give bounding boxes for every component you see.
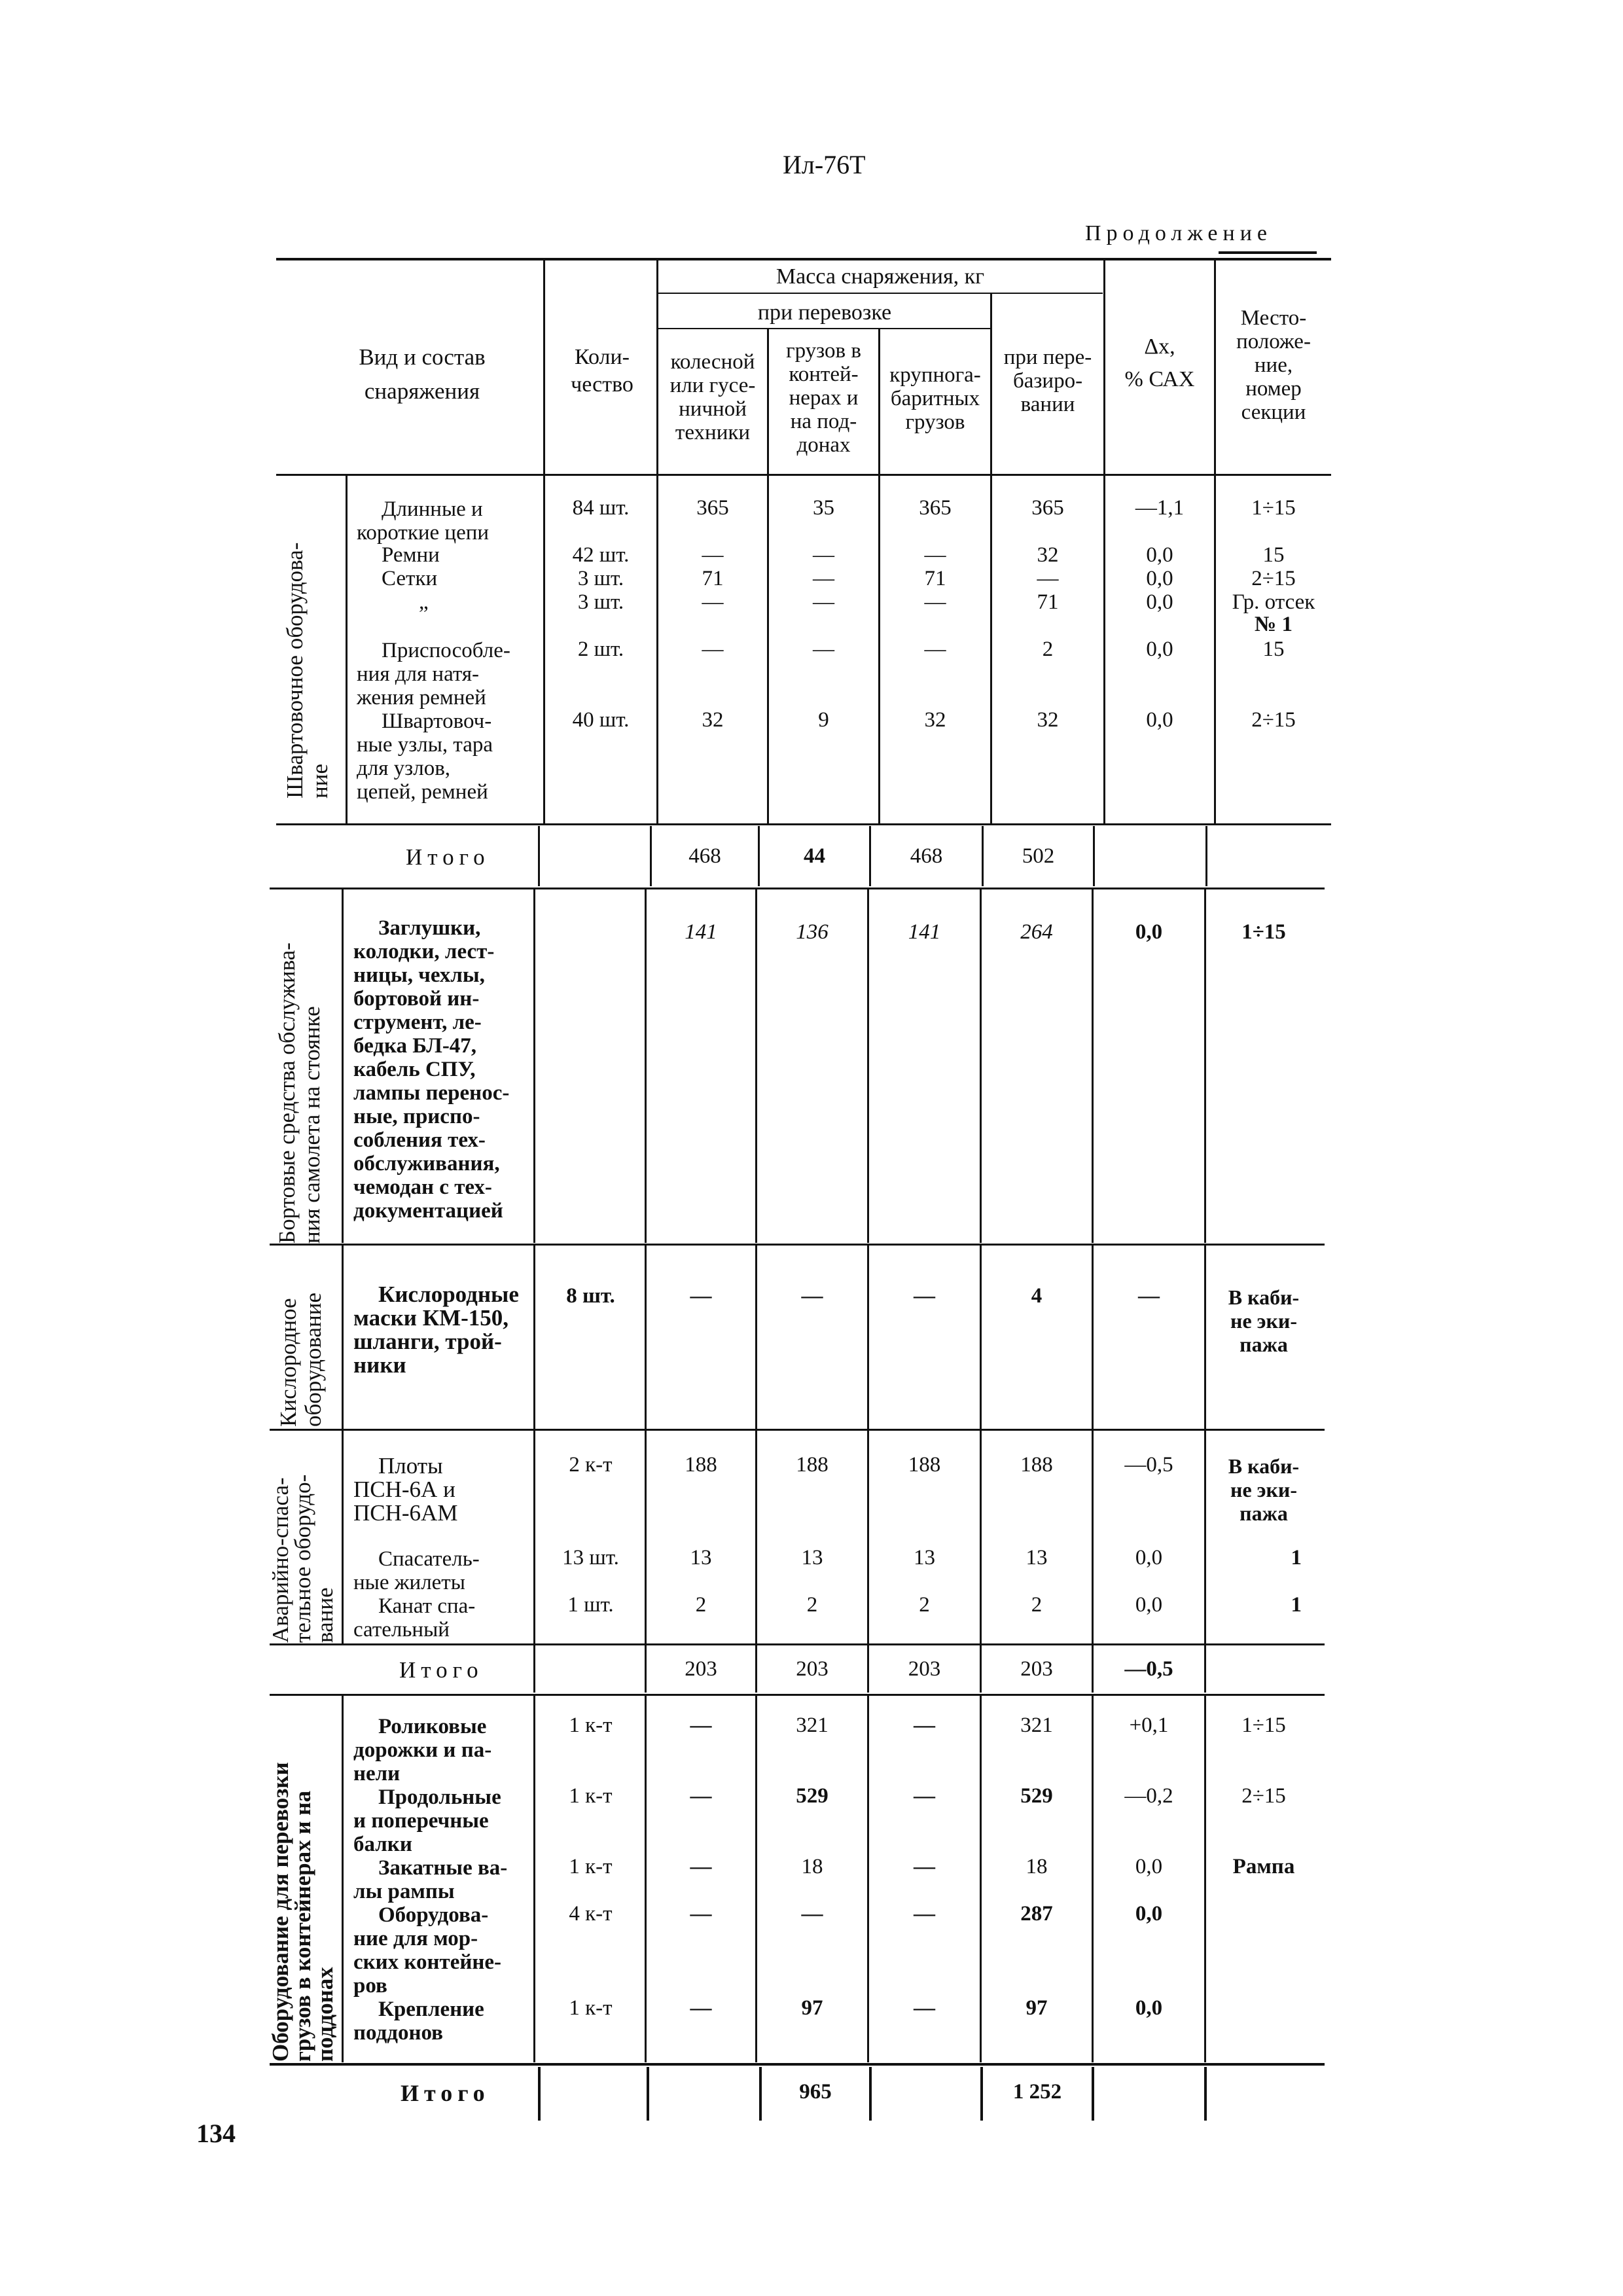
location-cell: 1÷15 — [1241, 1713, 1286, 1737]
header-bulky-3: грузов — [905, 410, 965, 434]
group-service-2: ния самолета на стоянке — [299, 1006, 325, 1244]
s2-line-7: кабель СПУ, — [353, 1058, 476, 1081]
group-emergency-3: вание — [312, 1587, 338, 1643]
s4-vests-2: ные жилеты — [353, 1571, 465, 1594]
qty-cell: 4 к-т — [569, 1902, 613, 1926]
header-rebase-3: вании — [1020, 393, 1075, 416]
group-oxygen-2: оборудование — [300, 1292, 326, 1427]
header-loc-5: секции — [1241, 401, 1306, 424]
s4-total-label: Итого — [399, 1657, 484, 1683]
s5-total-rule-d — [869, 2067, 872, 2121]
location-cell: 1÷15 — [1251, 496, 1296, 520]
header-dx-symbol: Δx, — [1144, 334, 1175, 359]
dx-cell: 0,0 — [1146, 590, 1173, 614]
transport-header-rule — [658, 328, 990, 329]
s4-total-dx: —0,5 — [1124, 1657, 1173, 1681]
header-wheeled — [658, 350, 767, 444]
header-mass: Масса снаряжения, кг — [776, 264, 985, 289]
rebase-cell: 13 — [1026, 1546, 1048, 1570]
s2-line-3: ницы, чехлы, — [353, 963, 485, 987]
header-kind — [314, 340, 530, 408]
group-rule-s1 — [346, 476, 348, 823]
s5-beams-2: и поперечные — [353, 1809, 489, 1833]
group-containers-3: поддонах — [312, 1967, 338, 2062]
group-service-1: Бортовые средства обслужива- — [274, 942, 300, 1244]
rebase-cell: 287 — [1020, 1902, 1053, 1926]
rebase-cell: 264 — [1020, 920, 1053, 944]
wheeled-cell: 188 — [685, 1453, 717, 1477]
header-rebase — [992, 346, 1103, 416]
s3-top-rule — [270, 1244, 1325, 1246]
s5-pallet-2: поддонов — [353, 2021, 443, 2045]
qty-cell: 84 шт. — [572, 496, 630, 520]
dx-cell: 0,0 — [1146, 567, 1173, 590]
s4-group-rule — [342, 1431, 344, 1643]
s5-top-rule — [270, 1694, 1325, 1696]
header-bulky — [880, 363, 990, 434]
header-containers — [769, 339, 878, 457]
s4-total-top-rule — [270, 1643, 1325, 1645]
s3-rule-cont — [755, 1246, 757, 1429]
qty-cell: 3 шт. — [577, 567, 624, 590]
dx-cell: —0,2 — [1124, 1784, 1173, 1808]
s5-total-top-rule — [270, 2063, 1325, 2066]
s3-rule-dx — [1092, 1246, 1094, 1429]
containers-cell: 188 — [796, 1453, 829, 1477]
continuation-label: Продолжение — [1085, 221, 1273, 245]
s4-rule-qty — [533, 1431, 535, 1643]
header-wheeled-3: ничной — [679, 397, 747, 421]
s5-total-rule-b — [647, 2067, 649, 2121]
group-containers-1: Оборудование для перевозки — [268, 1762, 293, 2062]
s4-rafts-1: Плоты — [378, 1453, 443, 1479]
page-title: Ил-76Т — [783, 150, 866, 179]
header-wheeled-1: колесной — [670, 350, 755, 374]
s3-loc-2: не эки- — [1230, 1309, 1297, 1333]
s1-total-rule-a — [538, 826, 540, 886]
s5-sea-3: ских контейне- — [353, 1950, 502, 1974]
s4-rope-1: Канат спа- — [378, 1594, 476, 1618]
wheeled-cell: 71 — [702, 567, 724, 590]
group-emergency-2: тельное оборудо- — [290, 1474, 315, 1643]
containers-cell: 9 — [818, 708, 829, 732]
s1-item-straps: Ремни — [382, 543, 440, 567]
bulky-cell: 71 — [924, 567, 946, 590]
s2-top-rule — [270, 888, 1325, 889]
dx-cell: — — [1138, 1284, 1160, 1308]
containers-cell: — — [801, 1902, 823, 1926]
s3-line-1: Кислородные — [378, 1282, 519, 1307]
wheeled-cell: — — [690, 1902, 712, 1926]
s5-item-pallet-fix — [353, 1998, 484, 2045]
header-kind-line2: снаряжения — [364, 378, 480, 404]
bulky-cell: — — [914, 1996, 935, 2020]
containers-cell: 2 — [806, 1593, 818, 1617]
s1-item-tens-1: Приспособле- — [382, 639, 510, 662]
rebase-cell: 188 — [1020, 1453, 1053, 1477]
header-rebase-1: при пере- — [1003, 346, 1092, 369]
s5-pallet-1: Крепление — [378, 1998, 484, 2021]
qty-cell: 2 к-т — [569, 1453, 613, 1477]
s4-total-bulky: 203 — [908, 1657, 941, 1681]
s4-item-rafts — [353, 1454, 457, 1525]
wheeled-cell: — — [690, 1855, 712, 1878]
group-label-ground-service — [275, 942, 325, 1244]
s4-item-vests — [353, 1547, 480, 1594]
wheeled-cell: — — [702, 637, 724, 661]
containers-cell: — — [813, 567, 834, 590]
qty-cell: 1 к-т — [569, 1784, 613, 1808]
s1-total-containers: 44 — [804, 844, 825, 868]
wheeled-cell: 32 — [702, 708, 724, 732]
dx-cell: 0,0 — [1135, 1546, 1163, 1570]
s5-total-rule-g — [1204, 2067, 1207, 2121]
group-mooring-2: ние — [307, 764, 332, 798]
rebase-cell: 18 — [1026, 1855, 1048, 1878]
s2-line-11: обслуживания, — [353, 1152, 500, 1175]
s1-total-rule-g — [1205, 826, 1207, 886]
s1-total-label: Итого — [406, 844, 490, 870]
s4-vests-1: Спасатель- — [378, 1547, 480, 1571]
header-location — [1216, 306, 1331, 424]
containers-cell: — — [813, 543, 834, 567]
containers-cell: 13 — [801, 1546, 823, 1570]
s1-item-nodes-2: ные узлы, тара — [357, 733, 493, 757]
s4-rafts-2: ПСН-6А и — [353, 1477, 455, 1502]
location-cell: Гр. отсек — [1232, 590, 1315, 614]
s5-sea-1: Оборудова- — [378, 1903, 489, 1927]
rebase-cell: 4 — [1031, 1284, 1043, 1308]
s5-item-beams — [353, 1785, 501, 1856]
rebase-cell: 529 — [1020, 1784, 1053, 1808]
group-containers-2: грузов в контейнерах и на — [290, 1791, 315, 2062]
s3-line-3: шланги, трой- — [353, 1329, 502, 1354]
group-label-containers — [270, 1762, 336, 2062]
bulky-cell: — — [914, 1902, 935, 1926]
wheeled-cell: 365 — [696, 496, 729, 520]
s3-rule-bulky — [867, 1246, 869, 1429]
s5-beams-1: Продольные — [378, 1785, 501, 1809]
location-cell: 1 — [1291, 1593, 1302, 1617]
s1-total-bulky: 468 — [910, 844, 943, 868]
s4-total-rule-g — [1204, 1645, 1206, 1693]
s3-rule-mass — [645, 1246, 647, 1429]
header-bulky-2: баритных — [890, 387, 980, 410]
s1-item-nodes — [357, 709, 493, 804]
location-cell: 15 — [1262, 543, 1285, 567]
bulky-cell: 2 — [919, 1593, 930, 1617]
s5-rule-qty — [533, 1696, 535, 2062]
dx-cell: 0,0 — [1135, 1902, 1163, 1926]
qty-cell: 1 к-т — [569, 1855, 613, 1878]
dx-cell: 0,0 — [1135, 1996, 1163, 2020]
header-loc-3: ние, — [1254, 353, 1293, 377]
header-qty-line2: чество — [571, 372, 633, 397]
header-rebase-2: базиро- — [1012, 369, 1083, 393]
s4-total-rebase: 203 — [1020, 1657, 1053, 1681]
header-qty-line1: Коли- — [574, 345, 630, 369]
s1-total-top-rule — [276, 823, 1331, 825]
dx-cell: 0,0 — [1135, 1855, 1163, 1878]
location-cell: 2÷15 — [1241, 1784, 1286, 1808]
group-label-oxygen — [276, 1293, 326, 1427]
s1-item-nodes-1: Швартовоч- — [382, 709, 492, 733]
s5-item-sea-containers — [353, 1903, 501, 1998]
dx-cell: +0,1 — [1129, 1713, 1169, 1737]
qty-cell: 1 шт. — [567, 1593, 614, 1617]
qty-cell: 2 шт. — [577, 637, 624, 661]
s5-rollers-3: нели — [353, 1762, 401, 1785]
s1-item-nodes-4: цепей, ремней — [357, 780, 488, 804]
location-cell: 2÷15 — [1251, 567, 1296, 590]
header-wheeled-4: техники — [675, 421, 751, 444]
rebase-cell: 321 — [1020, 1713, 1053, 1737]
wheeled-cell: — — [702, 590, 724, 614]
dx-cell: 0,0 — [1146, 708, 1173, 732]
qty-cell: 13 шт. — [562, 1546, 619, 1570]
header-cont-3: нерах и — [789, 386, 859, 410]
location-cell — [1206, 1454, 1321, 1525]
wheeled-cell: — — [690, 1784, 712, 1808]
bulky-cell: — — [914, 1284, 935, 1308]
s3-loc-1: В каби- — [1228, 1285, 1300, 1309]
bulky-cell: 141 — [908, 920, 941, 944]
s2-line-5: струмент, ле- — [353, 1011, 482, 1034]
s4-item-rope — [353, 1594, 475, 1641]
s3-rule-rebase — [980, 1246, 982, 1429]
bulky-cell: — — [914, 1855, 935, 1878]
bulky-cell: — — [924, 590, 946, 614]
table-top-rule — [276, 258, 1331, 260]
qty-cell: 8 шт. — [566, 1284, 615, 1308]
location-cell: 15 — [1262, 637, 1285, 661]
s1-total-rule-f — [1093, 826, 1095, 886]
containers-cell: — — [801, 1284, 823, 1308]
header-transport: при перевозке — [757, 300, 892, 325]
s5-total-containers: 965 — [799, 2080, 832, 2104]
s2-line-4: бортовой ин- — [353, 987, 480, 1011]
dx-cell: —0,5 — [1124, 1453, 1173, 1477]
s4-loc-3: пажа — [1240, 1501, 1288, 1525]
location-cell: Рампа — [1232, 1855, 1295, 1878]
s1-item-tens-2: ния для натя- — [357, 662, 480, 686]
containers-cell: 18 — [801, 1855, 823, 1878]
wheeled-cell: — — [702, 543, 724, 567]
s2-line-10: собления тех- — [353, 1128, 486, 1152]
s4-loc-2: не эки- — [1230, 1478, 1297, 1501]
continuation-underline — [1219, 251, 1317, 254]
qty-cell: 40 шт. — [572, 708, 630, 732]
bulky-cell: 32 — [924, 708, 946, 732]
s5-rollers-1: Роликовые — [378, 1715, 487, 1738]
s4-total-containers: 203 — [796, 1657, 829, 1681]
s3-group-rule — [342, 1246, 344, 1429]
bulky-cell: — — [914, 1784, 935, 1808]
s4-loc-1: В каби- — [1228, 1454, 1300, 1478]
bulky-cell: 365 — [919, 496, 952, 520]
s2-line-9: ные, приспо- — [353, 1105, 480, 1128]
group-label-emergency — [270, 1475, 336, 1643]
s5-item-rollers — [353, 1715, 491, 1785]
s3-item-description — [353, 1283, 519, 1377]
s2-rule-qty — [533, 889, 535, 1243]
containers-cell: 97 — [801, 1996, 823, 2020]
containers-cell: 321 — [796, 1713, 829, 1737]
group-mooring-1: Швартовочное оборудова- — [282, 542, 308, 798]
containers-cell: 136 — [796, 920, 829, 944]
bulky-cell: 13 — [914, 1546, 935, 1570]
header-cont-4: на под- — [790, 410, 857, 433]
header-dx — [1105, 331, 1214, 396]
wheeled-cell: — — [690, 1996, 712, 2020]
s2-group-rule — [342, 889, 344, 1243]
s5-item-ramp-shafts — [353, 1856, 507, 1903]
rebase-cell: 365 — [1031, 496, 1064, 520]
rebase-cell: — — [1037, 567, 1059, 590]
s3-line-2: маски КМ-150, — [353, 1305, 509, 1331]
location-cell — [1206, 1285, 1321, 1356]
header-loc-1: Место- — [1240, 306, 1307, 330]
s5-rollers-2: дорожки и па- — [353, 1738, 492, 1762]
header-kind-line1: Вид и состав — [359, 344, 486, 370]
s1-item-chains-1: Длинные и — [382, 497, 483, 521]
s4-rafts-3: ПСН-6АМ — [353, 1500, 458, 1526]
bulky-cell: — — [914, 1713, 935, 1737]
s5-beams-3: балки — [353, 1833, 412, 1856]
qty-cell: 1 к-т — [569, 1713, 613, 1737]
mass-header-rule — [658, 293, 1103, 294]
s5-total-rebase: 1 252 — [1012, 2080, 1062, 2104]
header-loc-2: положе- — [1236, 330, 1311, 353]
s3-line-4: ники — [353, 1352, 406, 1378]
location-cell: 1÷15 — [1241, 920, 1286, 944]
group-emergency-1: Аварийно-спаса- — [268, 1477, 293, 1643]
rebase-cell: 97 — [1026, 1996, 1048, 2020]
header-dx-unit: % САХ — [1124, 367, 1195, 391]
s5-total-rule-a — [538, 2067, 541, 2121]
s1-total-wheeled: 468 — [688, 844, 721, 868]
s5-sea-4: ров — [353, 1974, 387, 1998]
s1-item-tens-3: жения ремней — [357, 686, 486, 709]
dx-cell: 0,0 — [1146, 543, 1173, 567]
containers-cell: 529 — [796, 1784, 829, 1808]
s4-top-rule — [270, 1429, 1325, 1431]
s5-sea-2: ние для мор- — [353, 1927, 478, 1950]
containers-cell: 35 — [813, 496, 834, 520]
bulky-cell: — — [924, 543, 946, 567]
s2-line-13: документацией — [353, 1199, 503, 1223]
wheeled-cell: — — [690, 1713, 712, 1737]
dx-cell: —1,1 — [1135, 496, 1185, 520]
rebase-cell: 32 — [1037, 543, 1059, 567]
s1-item-chains-2: короткие цепи — [357, 521, 490, 545]
s3-rule-qty — [533, 1246, 535, 1429]
containers-cell: — — [813, 590, 834, 614]
s4-rope-2: сательный — [353, 1618, 450, 1641]
s2-line-8: лампы перенос- — [353, 1081, 510, 1105]
containers-cell: — — [813, 637, 834, 661]
s3-loc-3: пажа — [1240, 1333, 1288, 1356]
header-bulky-1: крупнога- — [889, 363, 981, 387]
s2-line-2: колодки, лест- — [353, 940, 495, 963]
header-wheeled-2: или гусе- — [669, 374, 756, 397]
header-cont-1: грузов в — [786, 339, 861, 363]
dx-cell: 0,0 — [1146, 637, 1173, 661]
qty-cell: 42 шт. — [572, 543, 630, 567]
col-rule-mass — [656, 260, 658, 823]
dx-cell: 0,0 — [1135, 920, 1163, 944]
header-loc-4: номер — [1245, 377, 1302, 401]
s1-item-nodes-3: для узлов, — [357, 757, 451, 780]
s1-total-rebase: 502 — [1022, 844, 1055, 868]
s5-total-label: Итого — [401, 2080, 490, 2106]
location-cell: 2÷15 — [1251, 708, 1296, 732]
group-label-mooring — [283, 543, 332, 798]
group-oxygen-1: Кислородное — [276, 1298, 301, 1427]
s5-rule-loc — [1204, 1696, 1206, 2062]
s2-item-description — [353, 916, 509, 1223]
s5-total-rule-f — [1092, 2067, 1094, 2121]
s4-total-wheeled: 203 — [685, 1657, 717, 1681]
location-cell-extra: № 1 — [1255, 613, 1293, 636]
col-rule-qty — [543, 260, 545, 823]
s2-line-12: чемодан с тех- — [353, 1175, 492, 1199]
s4-total-rule-a — [533, 1645, 535, 1693]
s1-item-tensioners — [357, 639, 510, 709]
s1-item-ditto: „ — [419, 590, 429, 614]
rebase-cell: 2 — [1031, 1593, 1043, 1617]
s5-ramp-1: Закатные ва- — [378, 1856, 508, 1880]
s5-group-rule — [342, 1696, 344, 2062]
location-cell: 1 — [1291, 1546, 1302, 1570]
dx-cell: 0,0 — [1135, 1593, 1163, 1617]
rebase-cell: 2 — [1042, 637, 1054, 661]
wheeled-cell: 2 — [695, 1593, 707, 1617]
page-number: 134 — [196, 2119, 236, 2148]
bulky-cell: — — [924, 637, 946, 661]
wheeled-cell: — — [690, 1284, 712, 1308]
s1-item-nets: Сетки — [382, 567, 438, 590]
wheeled-cell: 141 — [685, 920, 717, 944]
s5-ramp-2: лы рампы — [353, 1880, 455, 1903]
header-bottom-rule — [276, 474, 1331, 476]
s2-line-6: бедка БЛ-47, — [353, 1034, 477, 1058]
qty-cell: 1 к-т — [569, 1996, 613, 2020]
s1-item-chains — [357, 497, 489, 545]
bulky-cell: 188 — [908, 1453, 941, 1477]
header-cont-2: контей- — [789, 363, 859, 386]
qty-cell: 3 шт. — [577, 590, 624, 614]
header-cont-5: донах — [796, 433, 851, 457]
wheeled-cell: 13 — [690, 1546, 712, 1570]
s2-line-1: Заглушки, — [378, 916, 481, 940]
header-qty — [550, 344, 654, 399]
rebase-cell: 71 — [1037, 590, 1059, 614]
rebase-cell: 32 — [1037, 708, 1059, 732]
